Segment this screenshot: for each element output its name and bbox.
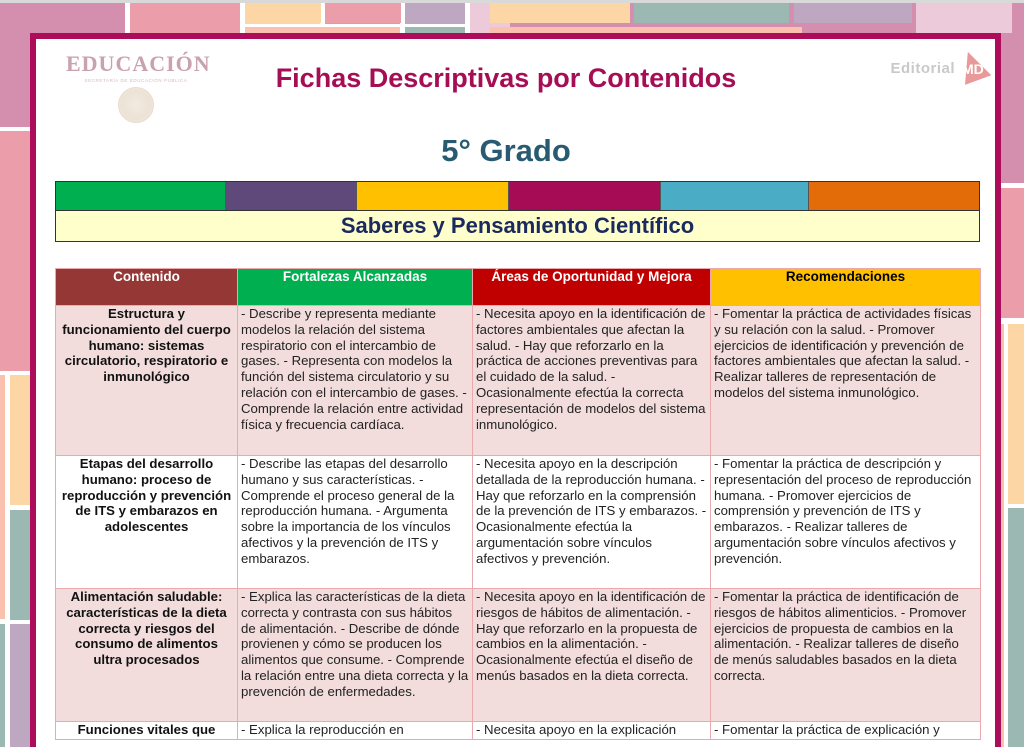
column-header-areas: Áreas de Oportunidad y Mejora (473, 269, 711, 306)
column-header-fortalezas: Fortalezas Alcanzadas (238, 269, 473, 306)
cell-contenido: Estructura y funcionamiento del cuerpo humano: sistemas circulatorio, respiratorio e inmunológico (56, 306, 238, 456)
editorial-logo-text: Editorial (890, 59, 955, 77)
color-stripe (509, 182, 661, 210)
sep-logo-name: EDUCACIÓN (66, 51, 211, 76)
column-header-recomendaciones: Recomendaciones (711, 269, 981, 306)
descriptive-cards-table (55, 268, 981, 740)
column-header-contenido: Contenido (56, 269, 238, 306)
md-triangle-icon: MD (957, 51, 985, 85)
color-stripe (357, 182, 509, 210)
editorial-md-logo (890, 51, 985, 85)
cell-contenido: Funciones vitales que (56, 722, 238, 740)
cell-areas: - Necesita apoyo en la descripción detallada de la reproducción humana. - Hay que reforzarlo en la comprensión de la prevención de ITS y embarazos. - Ocasionalmente efectúa la argumentación sobre vínculos afectivos y prevención. (473, 456, 711, 589)
national-seal-icon (118, 87, 154, 123)
title-main: Fichas Descriptivas por Contenidos (275, 63, 737, 93)
color-stripe-bar (55, 181, 980, 210)
grade-title: 5° Grado (441, 133, 571, 168)
cell-recomendaciones: - Fomentar la práctica de actividades físicas y su relación con la salud. - Promover ejercicios de identificación y prevención de factores ambientales que afectan la salud. - Realizar talleres de representación de modelos del sistema inmunológico. (711, 306, 981, 456)
cell-recomendaciones: - Fomentar la práctica de identificación de riesgos de hábitos alimenticios. - Promover ejercicios de propuesta de cambios en la alimentación. - Realizar talleres de diseño de menús saludables basados en la dieta correcta. (711, 589, 981, 722)
cell-areas: - Necesita apoyo en la identificación de riesgos de hábitos de alimentación. - Hay que reforzarlo en la propuesta de cambios en la alimentación. - Ocasionalmente efectúa el diseño de menús basados en la dieta correcta. (473, 589, 711, 722)
sep-logo-subtitle: SECRETARÍA DE EDUCACIÓN PÚBLICA (84, 78, 188, 83)
cell-recomendaciones: - Fomentar la práctica de explicación y (711, 722, 981, 740)
table-row (56, 456, 981, 589)
cell-areas: - Necesita apoyo en la identificación de factores ambientales que afectan la salud. - Hay que reforzarlo en la práctica de acciones preventivas para el cuidado de la salud. - Ocasionalmente efectúa la correcta representación de modelos del sistema inmunológico. (473, 306, 711, 456)
cell-recomendaciones: - Fomentar la práctica de descripción y representación del proceso de reproducción humana. - Promover ejercicios de comprensión y prevención de ITS y embarazos. - Realizar talleres de argumentación sobre vínculos afectivos y prevención. (711, 456, 981, 589)
document-page (30, 33, 1001, 747)
color-stripe (661, 182, 809, 210)
cell-contenido: Alimentación saludable: características de la dieta correcta y riesgos del consumo de alimentos ultra procesados (56, 589, 238, 722)
cell-fortalezas: - Explica las características de la dieta correcta y contrasta con sus hábitos de alimentación. - Describe de dónde provienen y cómo se producen los alimentos que consume. - Comprende la relación entre una dieta correcta y la prevención de enfermedades. (238, 589, 473, 722)
cell-fortalezas: - Describe y representa mediante modelos la relación del sistema respiratorio con el intercambio de gases. - Representa con modelos la función del sistema circulatorio y su relación con el intercambio de gases. - Comprende la relación entre actividad física y frecuencia cardíaca. (238, 306, 473, 456)
cell-fortalezas: - Describe las etapas del desarrollo humano y sus características. - Comprende el proceso general de la reproducción humana. - Argumenta sobre la importancia de los vínculos afectivos y la prevención de ITS y embarazos. (238, 456, 473, 589)
color-stripe (809, 182, 979, 210)
table-row (56, 306, 981, 456)
table-row (56, 722, 981, 740)
table-row (56, 589, 981, 722)
table-header-row (56, 269, 981, 306)
cell-areas: - Necesita apoyo en la explicación (473, 722, 711, 740)
subject-heading: Saberes y Pensamiento Científico (55, 210, 980, 242)
cell-contenido: Etapas del desarrollo humano: proceso de reproducción y prevención de ITS y embarazos en adolescentes (56, 456, 238, 589)
sep-logo (66, 51, 211, 123)
cell-fortalezas: - Explica la reproducción en (238, 722, 473, 740)
color-stripe (56, 182, 226, 210)
color-stripe (226, 182, 357, 210)
